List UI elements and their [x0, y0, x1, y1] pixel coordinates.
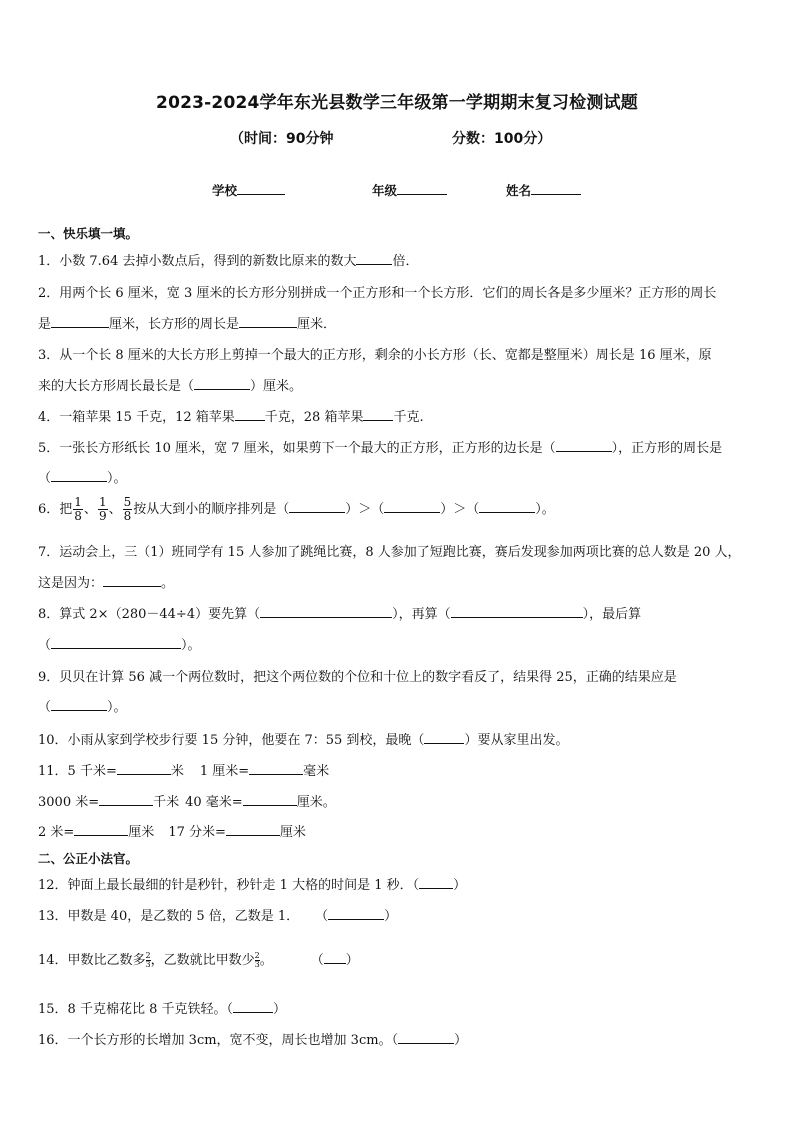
- question-11: 11．5 千米= 米 1 厘米= 毫米: [38, 764, 330, 779]
- question-7-cont: 这是因为： 。: [38, 576, 175, 591]
- question-2-cont: 是 厘米，长方形的周长是 厘米．: [38, 317, 337, 332]
- school-blank: [237, 182, 285, 195]
- fraction: $\frac{1}{9}$: [98, 495, 107, 523]
- name-field: [506, 181, 581, 199]
- question-16: 16．一个长方形的长增加 3cm，宽不变，周长也增加 3cm。（ ）: [38, 1033, 468, 1048]
- question-3-cont: 来的大长方形周长最长是（ ）厘米。: [38, 379, 303, 394]
- section-heading: 二、公正小法官。: [38, 851, 139, 866]
- answer-blank: [249, 762, 303, 775]
- answer-blank: [74, 823, 128, 836]
- answer-blank: [233, 1000, 273, 1013]
- question-4: 4．一箱苹果 15 千克，12 箱苹果 千克，28 箱苹果 千克.: [38, 410, 424, 425]
- question-3: 3．从一个长 8 厘米的大长方形上剪掉一个最大的正方形，剩余的小长方形（长、宽都是整厘米）周长是 16 厘米，原: [38, 348, 712, 363]
- answer-blank: [398, 1031, 454, 1044]
- question-5: 5．一张长方形纸长 10 厘米，宽 7 厘米，如果剪下一个最大的正方形，正方形的边长是（ ），正方形的周长是: [38, 441, 723, 456]
- question-15: 15．8 千克棉花比 8 千克铁轻。（ ）: [38, 1002, 286, 1017]
- answer-blank: [51, 636, 181, 649]
- question-6: 6．把 $\frac{1}{8}$ 、 $\frac{1}{9}$ 、 $\frac{5}{8}$ 按从大到小的顺序排列是（ ）＞（ ）＞（ ）。: [38, 495, 555, 523]
- question-1: 1．小数 7.64 去掉小数点后，得到的新数比原来的数大 倍．: [38, 254, 419, 269]
- exam-time: （时间：90分钟: [230, 131, 334, 147]
- grade-field: [372, 181, 447, 199]
- answer-blank: [324, 951, 346, 964]
- name-label: 姓名: [506, 183, 532, 198]
- small-fraction: $\frac{2}{3}$: [145, 951, 151, 969]
- answer-blank: [260, 605, 392, 618]
- exam-title: 2023-2024学年东光县数学三年级第一学期期末复习检测试题: [156, 93, 638, 113]
- question-8: 8．算式 2×（280－44÷4）要先算（ ），再算（ ），最后算: [38, 607, 642, 622]
- grade-blank: [397, 182, 447, 195]
- question-11-row2: 3000 米= 千米 40 毫米= 厘米。: [38, 795, 336, 810]
- answer-blank: [239, 315, 297, 328]
- answer-blank: [226, 823, 280, 836]
- answer-blank: [363, 408, 393, 421]
- grade-label: 年级: [372, 183, 398, 198]
- answer-blank: [419, 876, 453, 889]
- section-heading: 一、快乐填一填。: [38, 226, 139, 241]
- question-14: 14．甲数比乙数多 $\frac{2}{3}$ ，乙数就比甲数少 $\frac{2}{3}$ 。 （ ）: [38, 951, 359, 969]
- question-9-cont: （ ）。: [38, 700, 127, 715]
- question-10: 10．小雨从家到学校步行要 15 分钟，他要在 7：55 到校，最晚（ ）要从家里出发。: [38, 733, 569, 748]
- school-label: 学校: [212, 183, 238, 198]
- answer-blank: [384, 500, 440, 513]
- answer-blank: [103, 574, 161, 587]
- fraction: $\frac{5}{8}$: [123, 495, 132, 523]
- answer-blank: [99, 793, 153, 806]
- question-5-cont: （ ）。: [38, 471, 127, 486]
- exam-score: 分数：100分）: [452, 131, 552, 147]
- answer-blank: [51, 698, 107, 711]
- answer-blank: [51, 469, 107, 482]
- school-field: [212, 181, 285, 199]
- question-12: 12．钟面上最长最细的针是秒针，秒针走 1 大格的时间是 1 秒．（ ）: [38, 878, 467, 893]
- question-13: 13．甲数是 40，是乙数的 5 倍，乙数是 1． （ ）: [38, 909, 398, 924]
- question-11-row3: 2 米= 厘米 17 分米= 厘米: [38, 825, 306, 840]
- small-fraction: $\frac{2}{3}$: [254, 951, 260, 969]
- fraction: $\frac{1}{8}$: [74, 495, 82, 523]
- question-9: 9．贝贝在计算 56 减一个两位数时，把这个两位数的个位和十位上的数字看反了，结果得 25，正确的结果应是: [38, 670, 677, 685]
- name-blank: [531, 182, 581, 195]
- answer-blank: [424, 731, 464, 744]
- answer-blank: [356, 252, 392, 265]
- question-2: 2．用两个长 6 厘米，宽 3 厘米的长方形分别拼成一个正方形和一个长方形．它们的周长各是多少厘米？正方形的周长: [38, 286, 717, 301]
- answer-blank: [451, 605, 583, 618]
- answer-blank: [117, 762, 171, 775]
- answer-blank: [289, 500, 345, 513]
- answer-blank: [328, 907, 384, 920]
- question-8-cont: （ ）。: [38, 638, 201, 653]
- answer-blank: [235, 408, 265, 421]
- answer-blank: [51, 315, 109, 328]
- answer-blank: [479, 500, 535, 513]
- answer-blank: [556, 439, 612, 452]
- answer-blank: [243, 793, 297, 806]
- answer-blank: [194, 377, 250, 390]
- question-7: 7．运动会上，三（1）班同学有 15 人参加了跳绳比赛，8 人参加了短跑比赛，赛后发现参加两项比赛的总人数是 20 人，: [38, 545, 741, 560]
